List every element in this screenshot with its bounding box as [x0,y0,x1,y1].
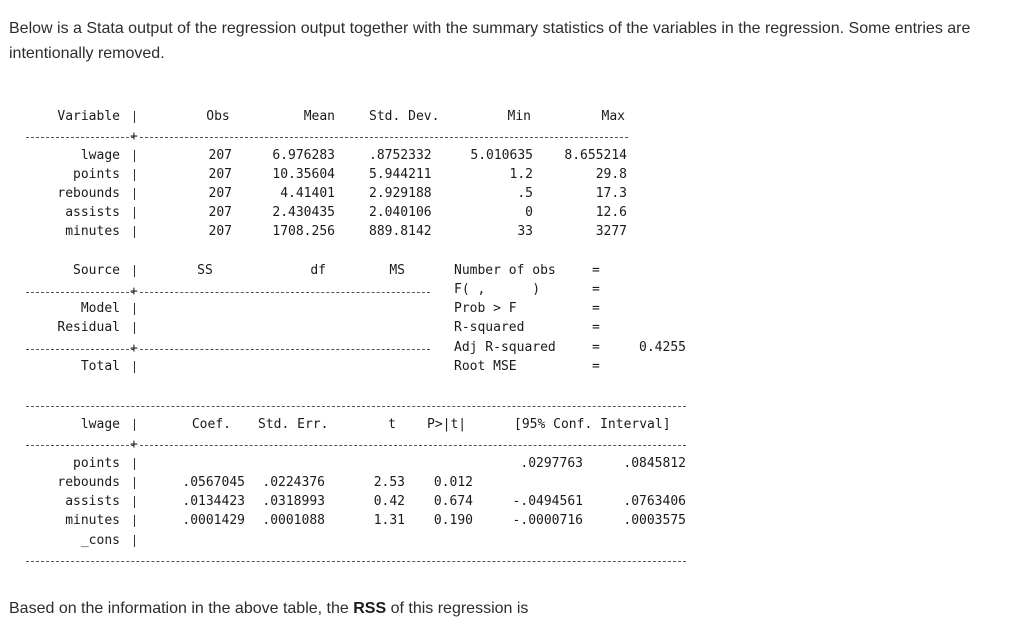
summary-min: 0 [525,205,533,220]
summary-obs: 207 [208,205,232,220]
coef-ci-high: .0763406 [623,494,686,509]
summary-mean: 4.41401 [280,186,335,201]
anova-header-ss: SS [197,263,213,278]
coef-ci-low: .0297763 [520,456,583,471]
coef-variable-name: rebounds [57,475,120,490]
coef-t: 2.53 [373,475,405,490]
summary-mean: 10.35604 [272,167,335,182]
coef-header-dep-var: lwage [80,417,120,432]
summary-mean: 1708.256 [272,224,335,239]
summary-mean: 2.430435 [272,205,335,220]
summary-min: .5 [517,186,533,201]
coef-header-se: Std. Err. [258,417,329,432]
stat-eq: = [592,301,600,316]
summary-max: 12.6 [595,205,627,220]
coef-ci-high: .0845812 [623,456,686,471]
summary-header-min: Min [507,109,531,124]
summary-variable-name: rebounds [57,186,120,201]
coef-header-ci: [95% Conf. Interval] [514,417,671,432]
anova-header-ms: MS [389,263,405,278]
summary-sd: 5.944211 [369,167,432,182]
summary-sd: .8752332 [369,148,432,163]
stat-f: F( , ) [454,282,541,297]
coef-header-coef: Coef. [191,417,231,432]
coef-estimate: .0001429 [182,513,245,528]
coef-variable-name: assists [65,494,120,509]
stat-adj-r-squared-value: 0.4255 [639,340,686,355]
summary-obs: 207 [208,224,232,239]
stat-eq: = [592,340,600,355]
question-prompt-keyword: RSS [353,600,387,617]
summary-max: 17.3 [595,186,627,201]
stat-eq: = [592,359,600,374]
stat-eq: = [592,263,600,278]
coef-variable-name: _cons [80,533,120,548]
coef-ci-low: -.0494561 [512,494,583,509]
coef-variable-name: minutes [65,513,120,528]
coef-p: 0.674 [433,494,473,509]
summary-sd: 2.040106 [369,205,432,220]
stat-adj-r-squared: Adj R-squared [454,340,556,355]
summary-variable-name: points [73,167,120,182]
anova-header-df: df [310,263,326,278]
summary-variable-name: lwage [80,148,120,163]
question-prompt-prefix: Based on the information in the above table, the [9,600,354,617]
question-prompt-suffix: of this regression is [386,600,529,617]
question-prompt [9,598,528,620]
coef-std-err: .0318993 [262,494,325,509]
coef-header-p: P>|t| [427,417,467,432]
summary-max: 3277 [595,224,627,239]
coef-p: 0.190 [433,513,473,528]
coef-estimate: .0567045 [182,475,245,490]
summary-header-max: Max [601,109,625,124]
coef-p: 0.012 [433,475,473,490]
summary-variable-name: minutes [65,224,120,239]
coef-t: 1.31 [373,513,405,528]
stat-number-of-obs: Number of obs [454,263,556,278]
anova-row-residual: Residual [57,320,120,335]
stat-r-squared: R-squared [454,320,525,335]
coef-std-err: .0001088 [262,513,325,528]
summary-min: 5.010635 [470,148,533,163]
coef-std-err: .0224376 [262,475,325,490]
stat-prob-f: Prob > F [454,301,517,316]
summary-sd: 2.929188 [369,186,432,201]
anova-row-total: Total [80,359,120,374]
coef-header-t: t [388,417,396,432]
summary-sd: 889.8142 [369,224,432,239]
coef-t: 0.42 [373,494,405,509]
coef-ci-high: .0003575 [623,513,686,528]
summary-header-sd: Std. Dev. [369,109,440,124]
coef-ci-low: -.0000716 [512,513,583,528]
coef-estimate: .0134423 [182,494,245,509]
stat-eq: = [592,282,600,297]
summary-obs: 207 [208,167,232,182]
summary-header-obs: Obs [206,109,230,124]
summary-obs: 207 [208,148,232,163]
anova-header-source: Source [73,263,120,278]
anova-row-model: Model [80,301,120,316]
summary-min: 33 [517,224,533,239]
summary-header-variable: Variable [57,109,120,124]
question-intro: Below is a Stata output of the regression output together with the summary statistics of the variables in the regression. Some entries are intentionally removed. [9,20,971,62]
summary-header-mean: Mean [303,109,335,124]
summary-variable-name: assists [65,205,120,220]
stat-root-mse: Root MSE [454,359,517,374]
coef-variable-name: points [73,456,120,471]
summary-min: 1.2 [509,167,533,182]
summary-obs: 207 [208,186,232,201]
stat-eq: = [592,320,600,335]
summary-max: 29.8 [595,167,627,182]
summary-max: 8.655214 [564,148,627,163]
summary-mean: 6.976283 [272,148,335,163]
